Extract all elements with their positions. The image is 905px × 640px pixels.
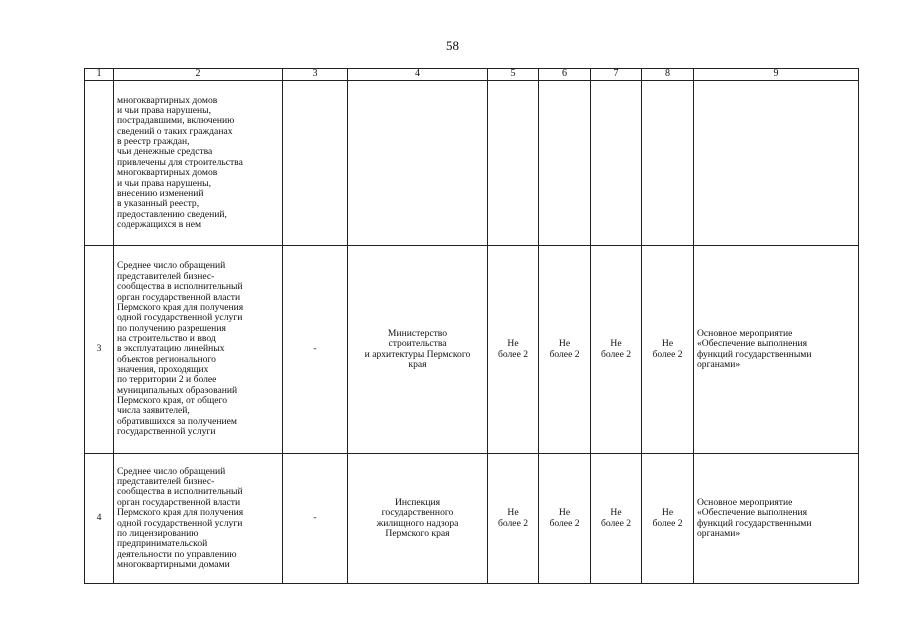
responsible-agency	[348, 81, 488, 246]
row-number	[85, 81, 114, 246]
table-header-row	[85, 69, 859, 81]
column-header: 2	[114, 69, 283, 81]
col3-cell	[283, 81, 348, 246]
value-cell: Не более 2	[642, 454, 694, 584]
indicators-table	[84, 68, 859, 584]
column-header: 1	[85, 69, 114, 81]
column-header: 9	[694, 69, 859, 81]
value-cell: Не более 2	[488, 246, 539, 454]
col3-cell: -	[283, 454, 348, 584]
main-activity: Основное мероприятие «Обеспечение выполнения функций государственными органами»	[694, 454, 859, 584]
value-cell: Не более 2	[642, 246, 694, 454]
value-cell: Не более 2	[539, 454, 591, 584]
main-activity	[694, 81, 859, 246]
column-header: 8	[642, 69, 694, 81]
page-number: 58	[446, 38, 459, 53]
indicator-description: Среднее число обращений представителей бизнес- сообщества в исполнительный орган государственной власти Пермского края для получения одной государственной услуги по лицензированию предпринимательской деятельности по управлению многоквартирными домами	[114, 454, 283, 584]
value-cell	[488, 81, 539, 246]
value-cell: Не более 2	[591, 454, 642, 584]
row-number: 3	[85, 246, 114, 454]
column-header: 5	[488, 69, 539, 81]
value-cell: Не более 2	[488, 454, 539, 584]
responsible-agency: Министерство строительства и архитектуры Пермского края	[348, 246, 488, 454]
value-cell	[591, 81, 642, 246]
responsible-agency: Инспекция государственного жилищного надзора Пермского края	[348, 454, 488, 584]
value-cell	[642, 81, 694, 246]
column-header: 3	[283, 69, 348, 81]
col3-cell: -	[283, 246, 348, 454]
table-row	[85, 246, 859, 454]
column-header: 4	[348, 69, 488, 81]
value-cell: Не более 2	[539, 246, 591, 454]
column-header: 7	[591, 69, 642, 81]
main-activity: Основное мероприятие «Обеспечение выполнения функций государственными органами»	[694, 246, 859, 454]
indicator-description: многоквартирных домов и чьи права нарушены, пострадавшими, включению сведений о таких гражданах в реестр граждан, чьи денежные средства привлечены для строительства многоквартирных домов и чьи права нарушены, внесению изменений в указанный реестр, предоставлению сведений, содержащихся в нем	[114, 81, 283, 246]
column-header: 6	[539, 69, 591, 81]
row-number: 4	[85, 454, 114, 584]
table-row	[85, 81, 859, 246]
value-cell	[539, 81, 591, 246]
indicator-description: Среднее число обращений представителей бизнес- сообщества в исполнительный орган государственной власти Пермского края для получения одной государственной услуги по получению разрешения на строительство и ввод в эксплуатацию линейных объектов регионального значения, проходящих по территории 2 и более муниципальных образований Пермского края, от общего числа заявителей, обратившихся за получением государственной услуги	[114, 246, 283, 454]
table-row	[85, 454, 859, 584]
value-cell: Не более 2	[591, 246, 642, 454]
